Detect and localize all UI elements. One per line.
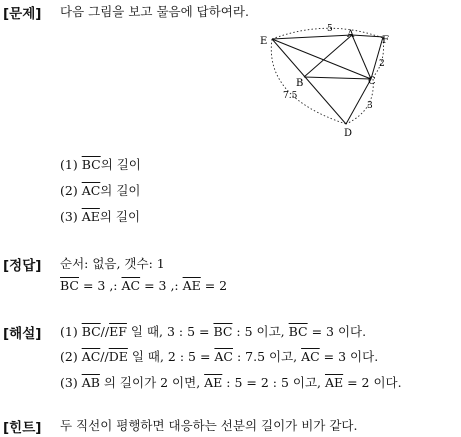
item-num: (2) [60,183,78,198]
label-f: F [382,35,389,46]
label-a: A [347,29,355,40]
label-c: C [368,76,376,87]
length-cd: 3 [367,101,373,111]
length-ef: 5 [327,24,333,34]
length-be: 7.5 [283,91,298,101]
segment-bc: $\overline{BC}$ [81,157,101,172]
explanation-line-3: (3) $\overline{AB}$ 의 길이가 2 이면, $\overline{AE}$ : 5 = 2 : 5 이고, $\overline{AE} = 2$ 이다. [60,375,402,390]
segment-ae: $\overline{AE}$ [182,278,201,293]
explanation-line-2: (2) $\overline{AC}//\overline{DE}$ 일 때, 2 : $5 = \overline{AC}$ : 7.5 이고, $\overline{AC} = 3$ 이다. [60,349,379,364]
explanation-line-1: (1) $\overline{BC}//\overline{EF}$ 일 때, 3 : $5 = \overline{BC}$ : 5 이고, $\overline{BC} = 3$ 이다. [60,324,367,339]
geometry-figure [258,22,398,144]
label-e: E [260,36,268,47]
label-d: D [344,128,353,139]
problem-question: 다음 그림을 보고 물음에 답하여라. [60,4,249,19]
hint-tag: [힌트] [3,420,42,436]
item-suffix: 의 길이 [100,183,141,198]
item-suffix: 의 길이 [99,209,141,224]
segment-ac: $\overline{AC}$ [81,183,101,198]
segment-bc: $\overline{BC}$ [60,278,79,293]
answer-tag: [정답] [3,258,42,274]
segment-ac: $\overline{AC}$ [121,278,141,293]
problem-tag: [문제] [3,6,42,22]
hint-text: 두 직선이 평행하면 대응하는 선분의 길이가 비가 같다. [60,418,358,433]
segment-ae: $\overline{AE}$ [81,209,100,224]
item-num: (3) [60,209,78,224]
item-suffix: 의 길이 [100,157,141,172]
length-cf: 2 [379,59,385,69]
seg-ab [304,35,352,77]
seg-ed [272,39,346,124]
label-b: B [296,78,304,89]
seg-bc [304,77,371,79]
answer-line-1: 순서: 없음, 갯수: 1 [60,256,165,271]
seg-ea [272,35,352,39]
item-num: (1) [60,157,78,172]
explanation-tag: [해설] [3,326,42,342]
